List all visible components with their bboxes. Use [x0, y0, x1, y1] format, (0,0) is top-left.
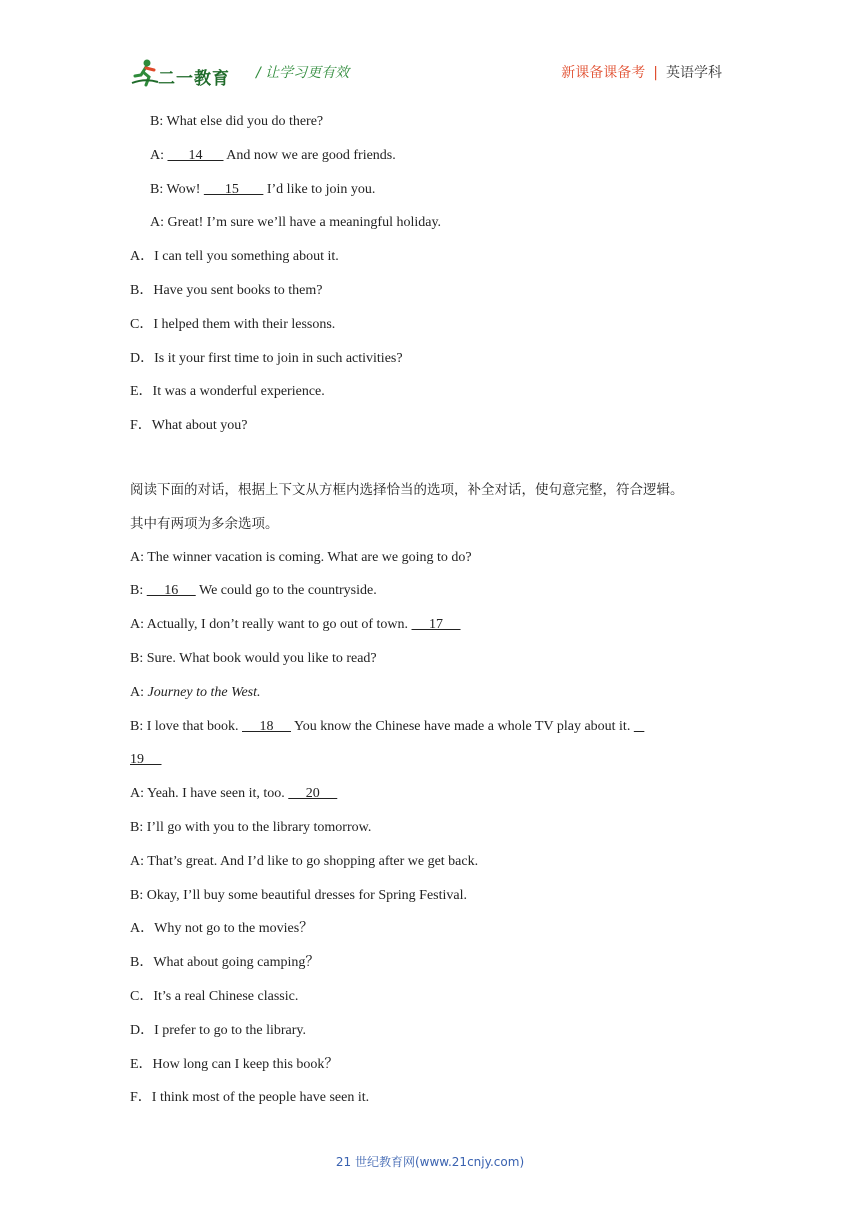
- option-item: B．Have you sent books to them?: [130, 282, 323, 298]
- option-item: A．Why not go to the movies？: [130, 921, 314, 937]
- dialog-text: Wow!: [166, 181, 201, 197]
- dialog-text: Great! I’m sure we’ll have a meaningful holiday.: [167, 215, 442, 231]
- dialog-line: [130, 178, 730, 212]
- speaker-label: A:: [150, 147, 164, 163]
- answer-blank-16: 16: [146, 583, 196, 599]
- dialog-line: B: Sure. What book would you like to read?: [130, 650, 377, 666]
- dialog-text: What else did you do there?: [166, 114, 324, 129]
- header-divider: |: [653, 65, 658, 81]
- header-course-label: 新课备课备考: [561, 65, 646, 81]
- book-title: Journey to the West.: [147, 684, 261, 700]
- answer-blank-19-start: [634, 719, 645, 734]
- dialog-text: B: I love that book.: [130, 718, 239, 734]
- instruction-text: 阅读下面的对话，根据上下文从方框内选择恰当的选项，补全对话，使句意完整，符合逻辑。: [130, 481, 684, 498]
- answer-blank-19: 19: [130, 752, 162, 768]
- runner-logo-icon: [130, 58, 160, 88]
- answer-blank-18: 18: [242, 718, 291, 734]
- option-item: E．How long can I keep this book？: [130, 1056, 339, 1072]
- dialog-text: We could go to the countryside.: [198, 583, 377, 599]
- speaker-label: B:: [130, 583, 144, 599]
- option-item: B．What about going camping？: [130, 955, 320, 971]
- dialog-line: A: The winner vacation is coming. What are we going to do?: [130, 549, 472, 565]
- answer-blank-15: 15: [203, 181, 264, 197]
- option-item: F．I think most of the people have seen it.: [130, 1090, 370, 1106]
- dialog-line: [130, 748, 730, 782]
- option-item: A．I can tell you something about it.: [130, 249, 339, 265]
- dialog-line: [130, 579, 730, 613]
- dialog-line: A: That’s great. And I’d like to go shopping after we get back.: [130, 853, 479, 869]
- dialog-line: [130, 681, 730, 715]
- dialog-line: B: Okay, I’ll buy some beautiful dresses for Spring Festival.: [130, 887, 467, 903]
- dialog-text: And now we are good friends.: [226, 147, 396, 163]
- dialog-line: [130, 782, 730, 816]
- dialog-text: A: Actually, I don’t really want to go out of town.: [130, 617, 409, 633]
- logo: [130, 58, 250, 90]
- dialog-line: [130, 144, 730, 178]
- dialog-line: [130, 715, 730, 749]
- header-slogan: / 让学习更有效: [256, 65, 350, 81]
- answer-blank-17: 17: [411, 617, 461, 633]
- dialog-text: I’d like to join you.: [266, 181, 376, 197]
- dialog-line: [130, 211, 730, 245]
- answer-blank-14: 14: [167, 147, 224, 163]
- dialog-line: [130, 110, 730, 144]
- page-footer: 21 世纪教育网(www.21cnjy.com): [335, 1155, 525, 1169]
- option-item: D．I prefer to go to the library.: [130, 1022, 306, 1038]
- answer-blank-20: 20: [288, 786, 338, 802]
- option-item: D．Is it your first time to join in such activities?: [130, 350, 403, 366]
- instruction-text: 其中有两项为多余选项。: [130, 515, 279, 532]
- dialog-text: You know the Chinese have made a whole TV play about it.: [293, 718, 631, 734]
- speaker-label: B:: [150, 181, 164, 197]
- dialog-text: A: Yeah. I have seen it, too.: [130, 786, 285, 802]
- page-header: [130, 52, 730, 92]
- option-item: C．It’s a real Chinese classic.: [130, 988, 299, 1004]
- speaker-label: A:: [130, 684, 144, 700]
- option-item: F．What about you?: [130, 418, 248, 434]
- option-item: C．I helped them with their lessons.: [130, 316, 336, 332]
- header-subject: [561, 62, 722, 82]
- logo-text: 二一教育: [158, 69, 230, 89]
- dialog-line: [130, 613, 730, 647]
- option-item: E．It was a wonderful experience.: [130, 384, 325, 400]
- speaker-label: A:: [150, 215, 164, 231]
- speaker-label: B:: [150, 114, 164, 129]
- header-subject-label: 英语学科: [666, 65, 722, 81]
- document-body: [130, 110, 730, 1120]
- dialog-line: B: I’ll go with you to the library tomorrow.: [130, 819, 372, 835]
